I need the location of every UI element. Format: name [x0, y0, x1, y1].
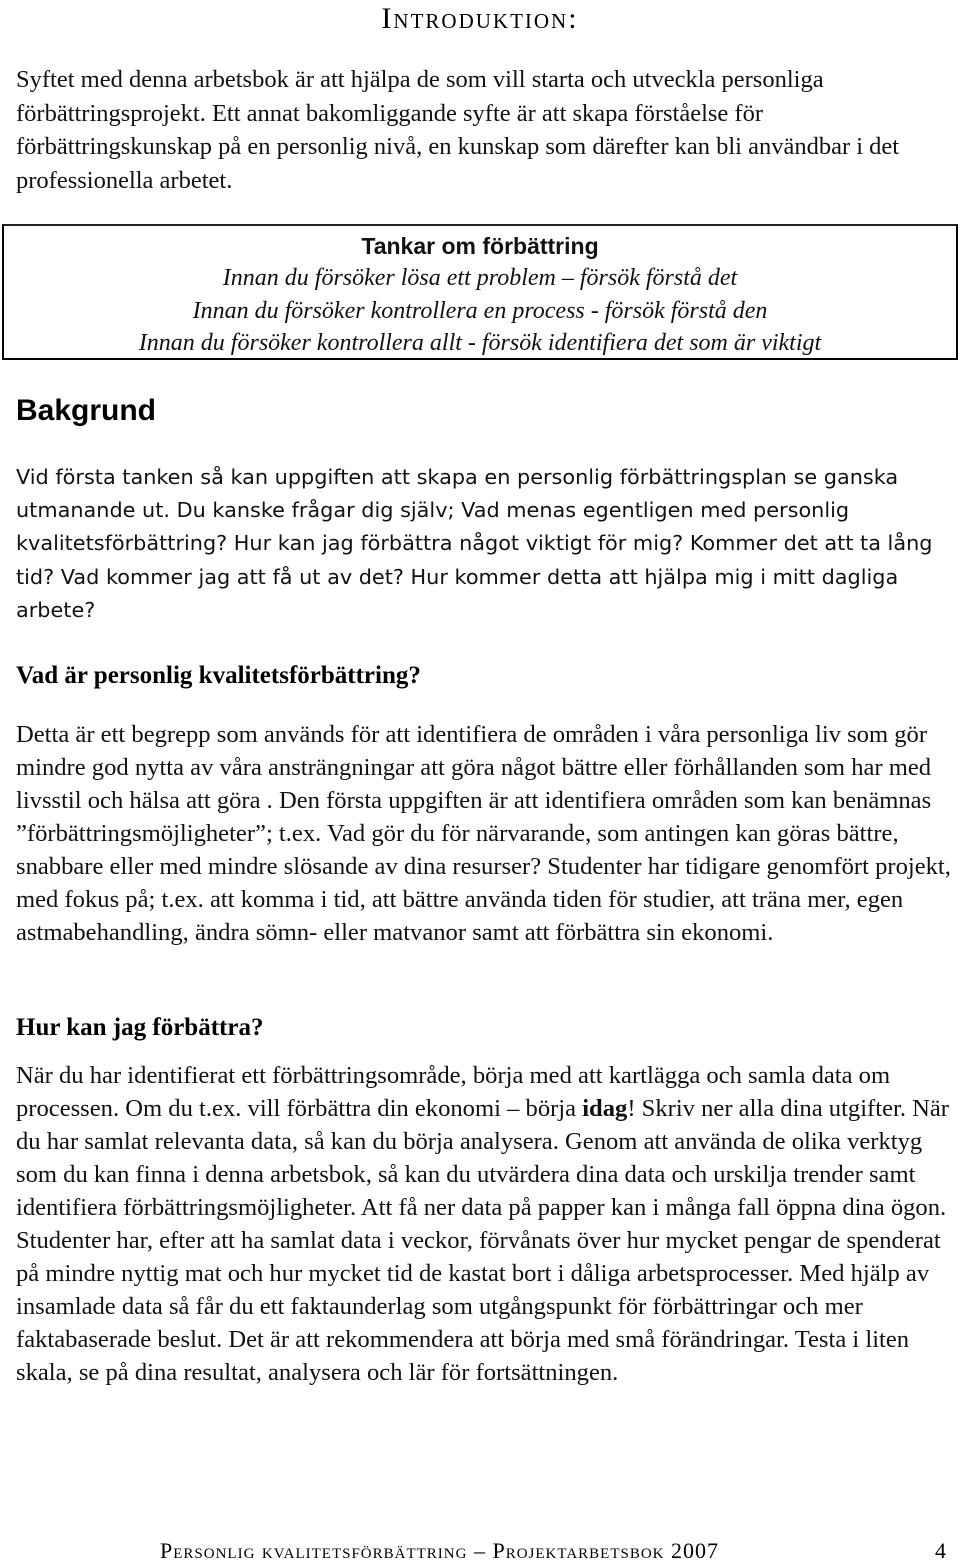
quote-box	[2, 224, 958, 360]
forbattra-text-end: ! Skriv ner alla dina utgifter. När du har samlat relevanta data, så kan du börja analysera. Genom att använda de olika verktyg som du kan finna i denna arbetsbok, så kan du utvärdera dina data och urskilja trender samt identifiera förbättringsmöjligheter. Att få ner data på papper kan i många fall öppna dina ögon. Studenter har, efter att ha samlat data i veckor, förvånats över hur mycket pengar de spenderat på mindre nyttig mat och hur mycket tid de kastat bort i dåliga arbetsprocesser. Med hjälp av insamlade data så får du ett faktaunderlag som utgångspunkt för förbättringar och mer faktabaserade beslut. Det är att rekommendera att börja med små förändringar. Testa i liten skala, se på dina resultat, analysera och lär för fortsättningen.	[16, 1095, 949, 1386]
forbattra-heading: Hur kan jag förbättra?	[16, 1014, 264, 1041]
quote-line: Innan du försöker kontrollera allt - försök identifiera det som är viktigt	[138, 330, 822, 356]
kvalitet-paragraph: Detta är ett begrepp som används för att identifiera de områden i våra personliga liv som gör mindre god nytta av våra ansträngningar att göra något bättre eller förhållanden som har med livsstil och hälsa att göra . Den första uppgiften är att identifiera områden som kan benämnas ”förbättringsmöjligheter”; t.ex. Vad gör du för närvarande, som antingen kan göras bättre, snabbare eller med mindre slösande av dina resurser? Studenter har tidigare genomfört projekt, med fokus på; t.ex. att komma i tid, att bättre använda tiden för studier, att träna mer, egen astmabehandling, ändra sömn- eller matvanor samt att förbättra sin ekonomi.	[16, 721, 951, 946]
quote-line: Innan du försöker kontrollera en process - försök förstå den	[192, 297, 768, 324]
page-footer	[0, 1538, 960, 1564]
forbattra-paragraph	[16, 1059, 951, 1389]
page-number: 4	[935, 1538, 946, 1563]
footer-title: Personlig kvalitetsförbättring – Projektarbetsbok 2007	[160, 1538, 720, 1563]
quote-title: Tankar om förbättring	[361, 233, 599, 259]
intro-paragraph: Syftet med denna arbetsbok är att hjälpa de som vill starta och utveckla personliga förbättringsprojekt. Ett annat bakomliggande syfte är att skapa förståelse för förbättringskunskap på en personlig nivå, en kunskap som därefter kan bli användbar i det professionella arbetet.	[16, 66, 900, 194]
forbattra-text-start: När du har identifierat ett förbättringsområde, börja med att kartlägga och samla data om processen. Om du t.ex. vill förbättra din ekonomi – börja	[16, 1062, 891, 1122]
bold-word-idag: idag	[582, 1095, 628, 1122]
bakgrund-heading: Bakgrund	[16, 394, 157, 427]
intro-heading: Introduktion:	[381, 2, 579, 35]
kvalitet-heading: Vad är personlig kvalitetsförbättring?	[16, 662, 421, 689]
bakgrund-paragraph: Vid första tanken så kan uppgiften att skapa en personlig förbättringsplan se ganska utmanande ut. Du kanske frågar dig själv; Vad menas egentligen med personlig kvalitetsförbättring? Hur kan jag förbättra något viktigt för mig? Kommer det att ta lång tid? Vad kommer jag att få ut av det? Hur kommer detta att hjälpa mig i mitt dagliga arbete?	[16, 465, 933, 622]
quote-line: Innan du försöker lösa ett problem – försök förstå det	[222, 265, 738, 291]
